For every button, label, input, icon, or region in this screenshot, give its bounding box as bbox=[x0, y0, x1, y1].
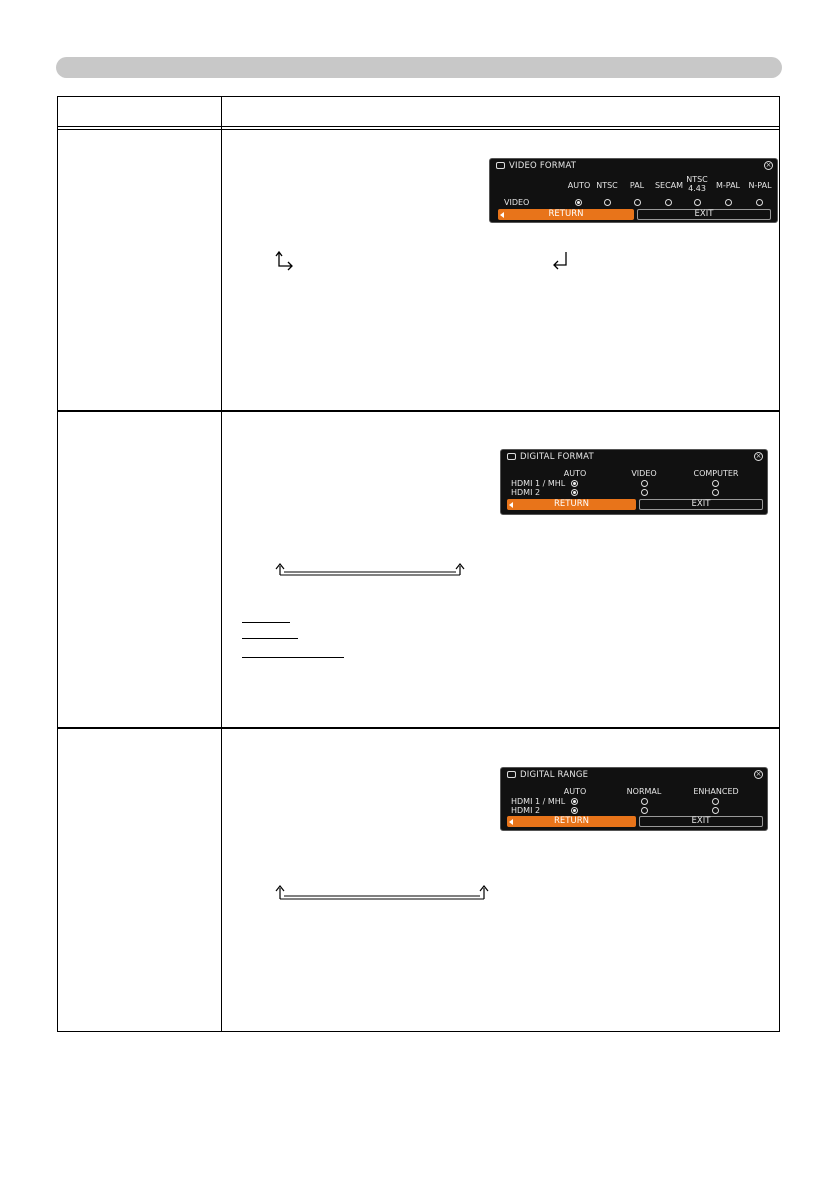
row-hdmi1-label: HDMI 1 / MHL bbox=[511, 479, 566, 488]
menu-icon bbox=[496, 162, 505, 169]
row-divider-1 bbox=[57, 410, 780, 412]
left-arrow-icon bbox=[509, 819, 513, 825]
col-pal: PAL bbox=[629, 181, 645, 190]
menu-icon bbox=[507, 771, 516, 778]
left-arrow-icon bbox=[509, 502, 513, 508]
cycle-bracket-icon bbox=[274, 883, 490, 901]
close-icon[interactable]: × bbox=[755, 770, 762, 778]
col-auto: AUTO bbox=[567, 181, 591, 190]
col-secam: SECAM bbox=[654, 181, 684, 190]
col-enhanced: ENHANCED bbox=[693, 787, 739, 796]
row-video-label: VIDEO bbox=[504, 198, 530, 207]
radio-hdmi2-enhanced[interactable] bbox=[712, 807, 719, 814]
video-format-title: VIDEO FORMAT bbox=[496, 161, 576, 171]
radio-pal[interactable] bbox=[634, 199, 641, 206]
left-arrow-icon bbox=[500, 212, 504, 218]
menu-icon bbox=[507, 453, 516, 460]
cycle-arrow-left-icon bbox=[276, 251, 296, 271]
radio-hdmi1-normal[interactable] bbox=[641, 798, 648, 805]
column-divider bbox=[221, 96, 222, 1032]
radio-hdmi2-normal[interactable] bbox=[641, 807, 648, 814]
radio-npal[interactable] bbox=[756, 199, 763, 206]
table-header-divider bbox=[57, 126, 780, 127]
cycle-bracket-icon bbox=[274, 561, 466, 577]
row-hdmi2-label: HDMI 2 bbox=[511, 488, 541, 497]
cycle-arrow-right-icon bbox=[551, 251, 571, 271]
radio-hdmi2-auto[interactable] bbox=[571, 807, 578, 814]
radio-ntsc443[interactable] bbox=[694, 199, 701, 206]
underline-1 bbox=[242, 622, 290, 623]
radio-mpal[interactable] bbox=[725, 199, 732, 206]
col-ntsc443-line2: 4.43 bbox=[688, 184, 706, 193]
close-icon[interactable]: × bbox=[755, 452, 762, 460]
radio-hdmi1-auto[interactable] bbox=[571, 798, 578, 805]
col-ntsc: NTSC bbox=[596, 181, 618, 190]
return-button[interactable]: RETURN bbox=[498, 209, 634, 220]
radio-hdmi1-enhanced[interactable] bbox=[712, 798, 719, 805]
return-button[interactable]: RETURN bbox=[507, 499, 636, 510]
col-computer: COMPUTER bbox=[693, 469, 739, 478]
exit-button[interactable]: EXIT bbox=[639, 499, 763, 510]
return-button[interactable]: RETURN bbox=[507, 816, 636, 827]
radio-hdmi1-video[interactable] bbox=[641, 480, 648, 487]
video-format-menu bbox=[489, 158, 778, 223]
digital-format-menu bbox=[500, 449, 768, 515]
exit-button[interactable]: EXIT bbox=[637, 209, 771, 220]
radio-hdmi2-video[interactable] bbox=[641, 489, 648, 496]
radio-hdmi1-auto[interactable] bbox=[571, 480, 578, 487]
col-mpal: M-PAL bbox=[715, 181, 741, 190]
col-auto: AUTO bbox=[563, 469, 587, 478]
col-normal: NORMAL bbox=[626, 787, 662, 796]
underline-2 bbox=[242, 638, 298, 639]
section-header-bar bbox=[56, 57, 782, 78]
table-header-divider-2 bbox=[57, 129, 780, 130]
col-auto: AUTO bbox=[563, 787, 587, 796]
underline-3 bbox=[242, 657, 344, 658]
radio-hdmi1-computer[interactable] bbox=[712, 480, 719, 487]
digital-format-title: DIGITAL FORMAT bbox=[507, 452, 594, 462]
col-ntsc443-line1: NTSC bbox=[686, 175, 708, 184]
row-hdmi2-label: HDMI 2 bbox=[511, 806, 541, 815]
radio-hdmi2-computer[interactable] bbox=[712, 489, 719, 496]
radio-ntsc[interactable] bbox=[604, 199, 611, 206]
close-icon[interactable]: × bbox=[765, 161, 772, 169]
exit-button[interactable]: EXIT bbox=[639, 816, 763, 827]
radio-auto[interactable] bbox=[575, 199, 582, 206]
radio-secam[interactable] bbox=[665, 199, 672, 206]
row-divider-2 bbox=[57, 727, 780, 729]
digital-range-title: DIGITAL RANGE bbox=[507, 770, 588, 780]
digital-range-menu bbox=[500, 767, 768, 831]
radio-hdmi2-auto[interactable] bbox=[571, 489, 578, 496]
row-hdmi1-label: HDMI 1 / MHL bbox=[511, 797, 566, 806]
col-npal: N-PAL bbox=[748, 181, 772, 190]
col-video: VIDEO bbox=[631, 469, 657, 478]
